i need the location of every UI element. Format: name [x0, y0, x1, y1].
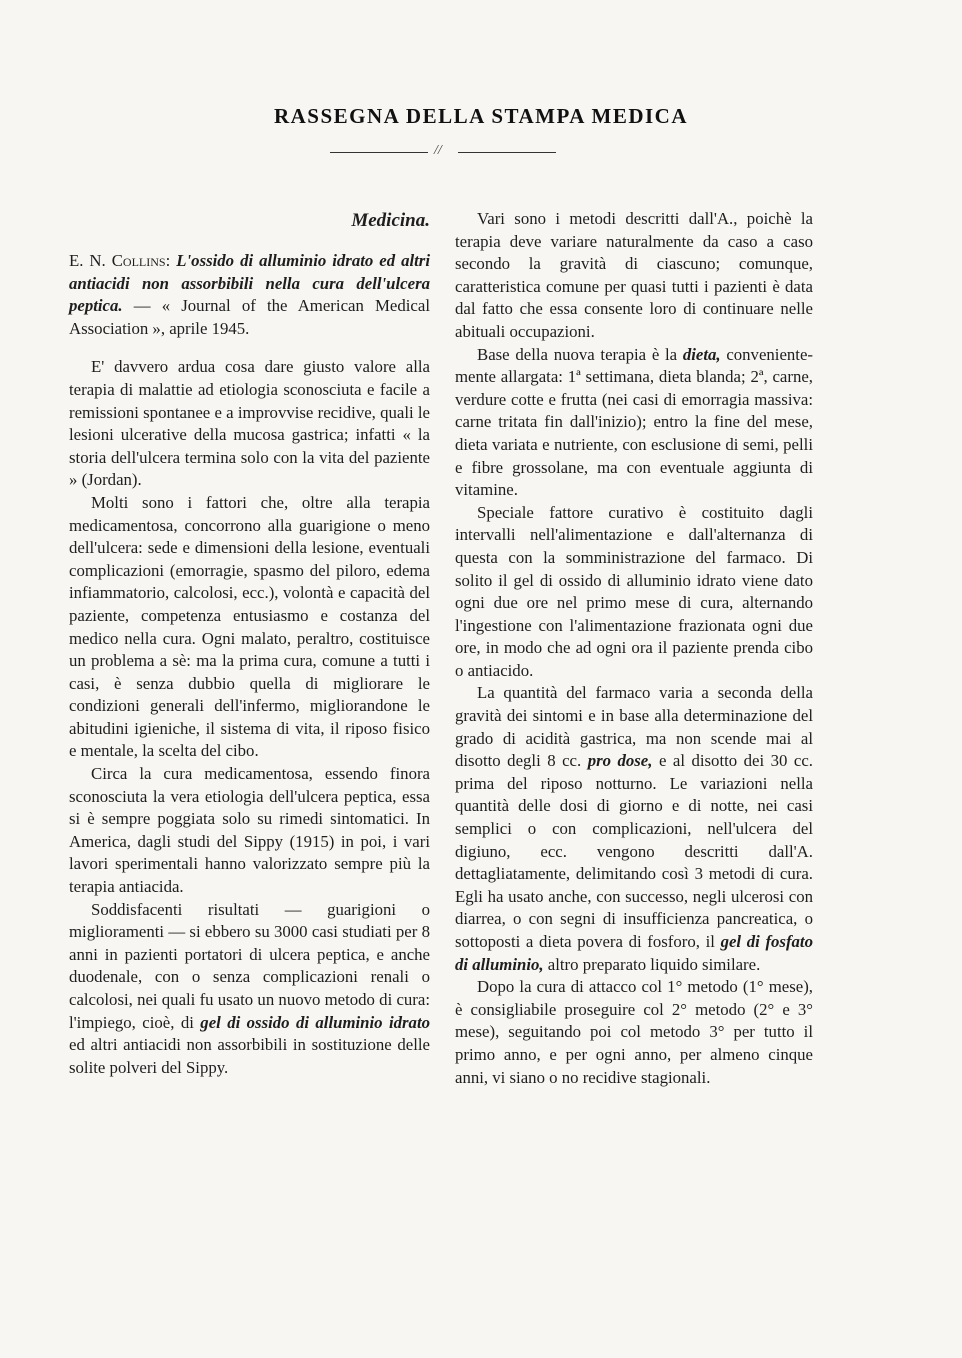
left-column: [69, 208, 430, 1079]
emphasis-text: dieta,: [682, 344, 721, 364]
citation-source: — « Journal of the American Medical Association », aprile 1945.: [69, 296, 430, 338]
body-paragraph: E' davvero ardua cosa dare giusto valore alla terapia di malattie ad etiologia sconosciuta e facile a remissioni spontanee e a improvvise recidive, quali le lesioni ulcerative della mucosa gastrica; infatti « la storia dell'ulcera termina solo con la vita del paziente » (Jordan).: [69, 357, 430, 490]
article-citation: [69, 250, 430, 340]
citation-author: E. N. Collins:: [69, 251, 171, 270]
text-run: e al disotto dei 30 cc. prima del riposo notturno. Le variazioni nella quantità delle dosi di giorno e di notte, nei casi semplici o con complicazioni, nell'ulcera del digiuno, ecc. vengono descritti dall'A. dettagliatamente, delimitando così 3 metodi di cura. Egli ha usato anche, con successo, negli ulcerosi con diarrea, o con segni di insufficienza pancreatica, o sottoposti a dieta povera di fosforo, il: [455, 751, 814, 951]
title-divider: [330, 143, 556, 158]
body-paragraph: [455, 344, 813, 502]
page-title: RASSEGNA DELLA STAMPA MEDICA: [273, 104, 689, 128]
body-paragraph: Circa la cura medicamentosa, essendo finora sconosciuta la vera etiologia dell'ulcera peptica, essa si è sempre poggiata solo su rimedi sintomatici. In America, dagli studi del Sippy (1915) in poi, i vari lavori sperimentali hanno valorizzato sempre più la terapia antiacida.: [69, 764, 430, 897]
divider-line-right: [458, 152, 556, 153]
emphasis-text: pro dose,: [587, 751, 653, 771]
body-paragraph: Vari sono i metodi descritti dall'A., poichè la terapia deve variare naturalmente da caso a caso secondo la gravità di ciascuno; comunque, caratteristica comune per quasi tutti i pazienti è data dal fatto che essa consente loro di continuare nelle abituali occupazioni.: [455, 209, 813, 341]
text-run: ed altri antiacidi non assorbibili in sostituzione delle solite polveri del Sippy.: [69, 1035, 430, 1077]
body-paragraph: Dopo la cura di attacco col 1° metodo (1° mese), è consigliabile proseguire col 2° metodo (2° e 3° mese), seguitando poi col metodo 3° per tutto il primo anno, e per ogni anno, per almeno cinque anni, vi siano o no recidive stagionali.: [455, 977, 813, 1087]
section-heading: Medicina.: [351, 210, 430, 231]
body-paragraph: Molti sono i fattori che, oltre alla terapia medicamentosa, concorrono alla guarigione o meno dell'ulcera: sede e dimensioni della lesione, eventuali complicazioni (emorragie, spasmo del piloro, edema infiammatorio, calcolosi, ecc.), volontà e capacità del paziente, competenza entusiasmo e costanza del medico nella cura. Ogni malato, peraltro, costituisce un problema a sè: ma la prima cura, comune a tutti i casi, è senza dubbio quella di migliorare le condizioni generali dell'infermo, migliorandone le abitudini igieniche, il sistema di vita, il riposo fisico e mentale, la scelta del cibo.: [69, 492, 430, 761]
right-column: [455, 208, 813, 1089]
text-run: convenientemente allargata: 1ª settimana, dieta blanda; 2ª, carne, verdure cotte e frutta (nei casi di emorragia massiva: carne tritata fin dall'inizio); entro la fine del mese, dieta variata e nutriente, con esclusione di semi, pelli e fibre grossolane, ma con eventuale aggiunta di vitamine.: [455, 344, 813, 500]
emphasis-text: gel di fosfato di alluminio,: [455, 932, 813, 974]
text-run: Base della nuova terapia è la: [477, 344, 683, 364]
text-run: Soddisfacenti risultati — guarigioni o miglioramenti — si ebbero su 3000 casi studiati per 8 anni in pazienti portatori di ulcera peptica, e anche duodenale, con o senza complicazioni renali o calcolosi, nei quali fu usato un nuovo metodo di cura: l'impiego, cioè, di: [69, 899, 430, 1032]
citation-title: L'ossido di alluminio idrato ed altri antiacidi non assorbibili nella cura dell'ulcera peptica.: [69, 251, 431, 316]
divider-line-left: [330, 152, 428, 153]
text-run: La quantità del farmaco varia a seconda della gravità dei sintomi e in base alla determinazione del grado di acidità gastrica, ma non scende mai al disotto degli 8 cc.: [455, 683, 813, 771]
emphasis-text: gel di ossido di alluminio idrato: [200, 1012, 430, 1032]
text-run: altro preparato liquido similare.: [543, 954, 761, 974]
body-paragraph: Speciale fattore curativo è costituito dagli intervalli nell'alimentazione e dall'alternanza di questa con la somministrazione del farmaco. Di solito il gel di ossido di alluminio idrato viene dato ogni due ore nel primo mese di cura, alternando l'ingestione con l'alimentazione frazionata ogni due ore, in modo che ad ogni ora il paziente prenda cibo o antiacido.: [455, 502, 813, 680]
body-paragraph: [455, 682, 813, 976]
body-paragraph: [69, 899, 430, 1080]
divider-mark: //: [434, 143, 442, 158]
